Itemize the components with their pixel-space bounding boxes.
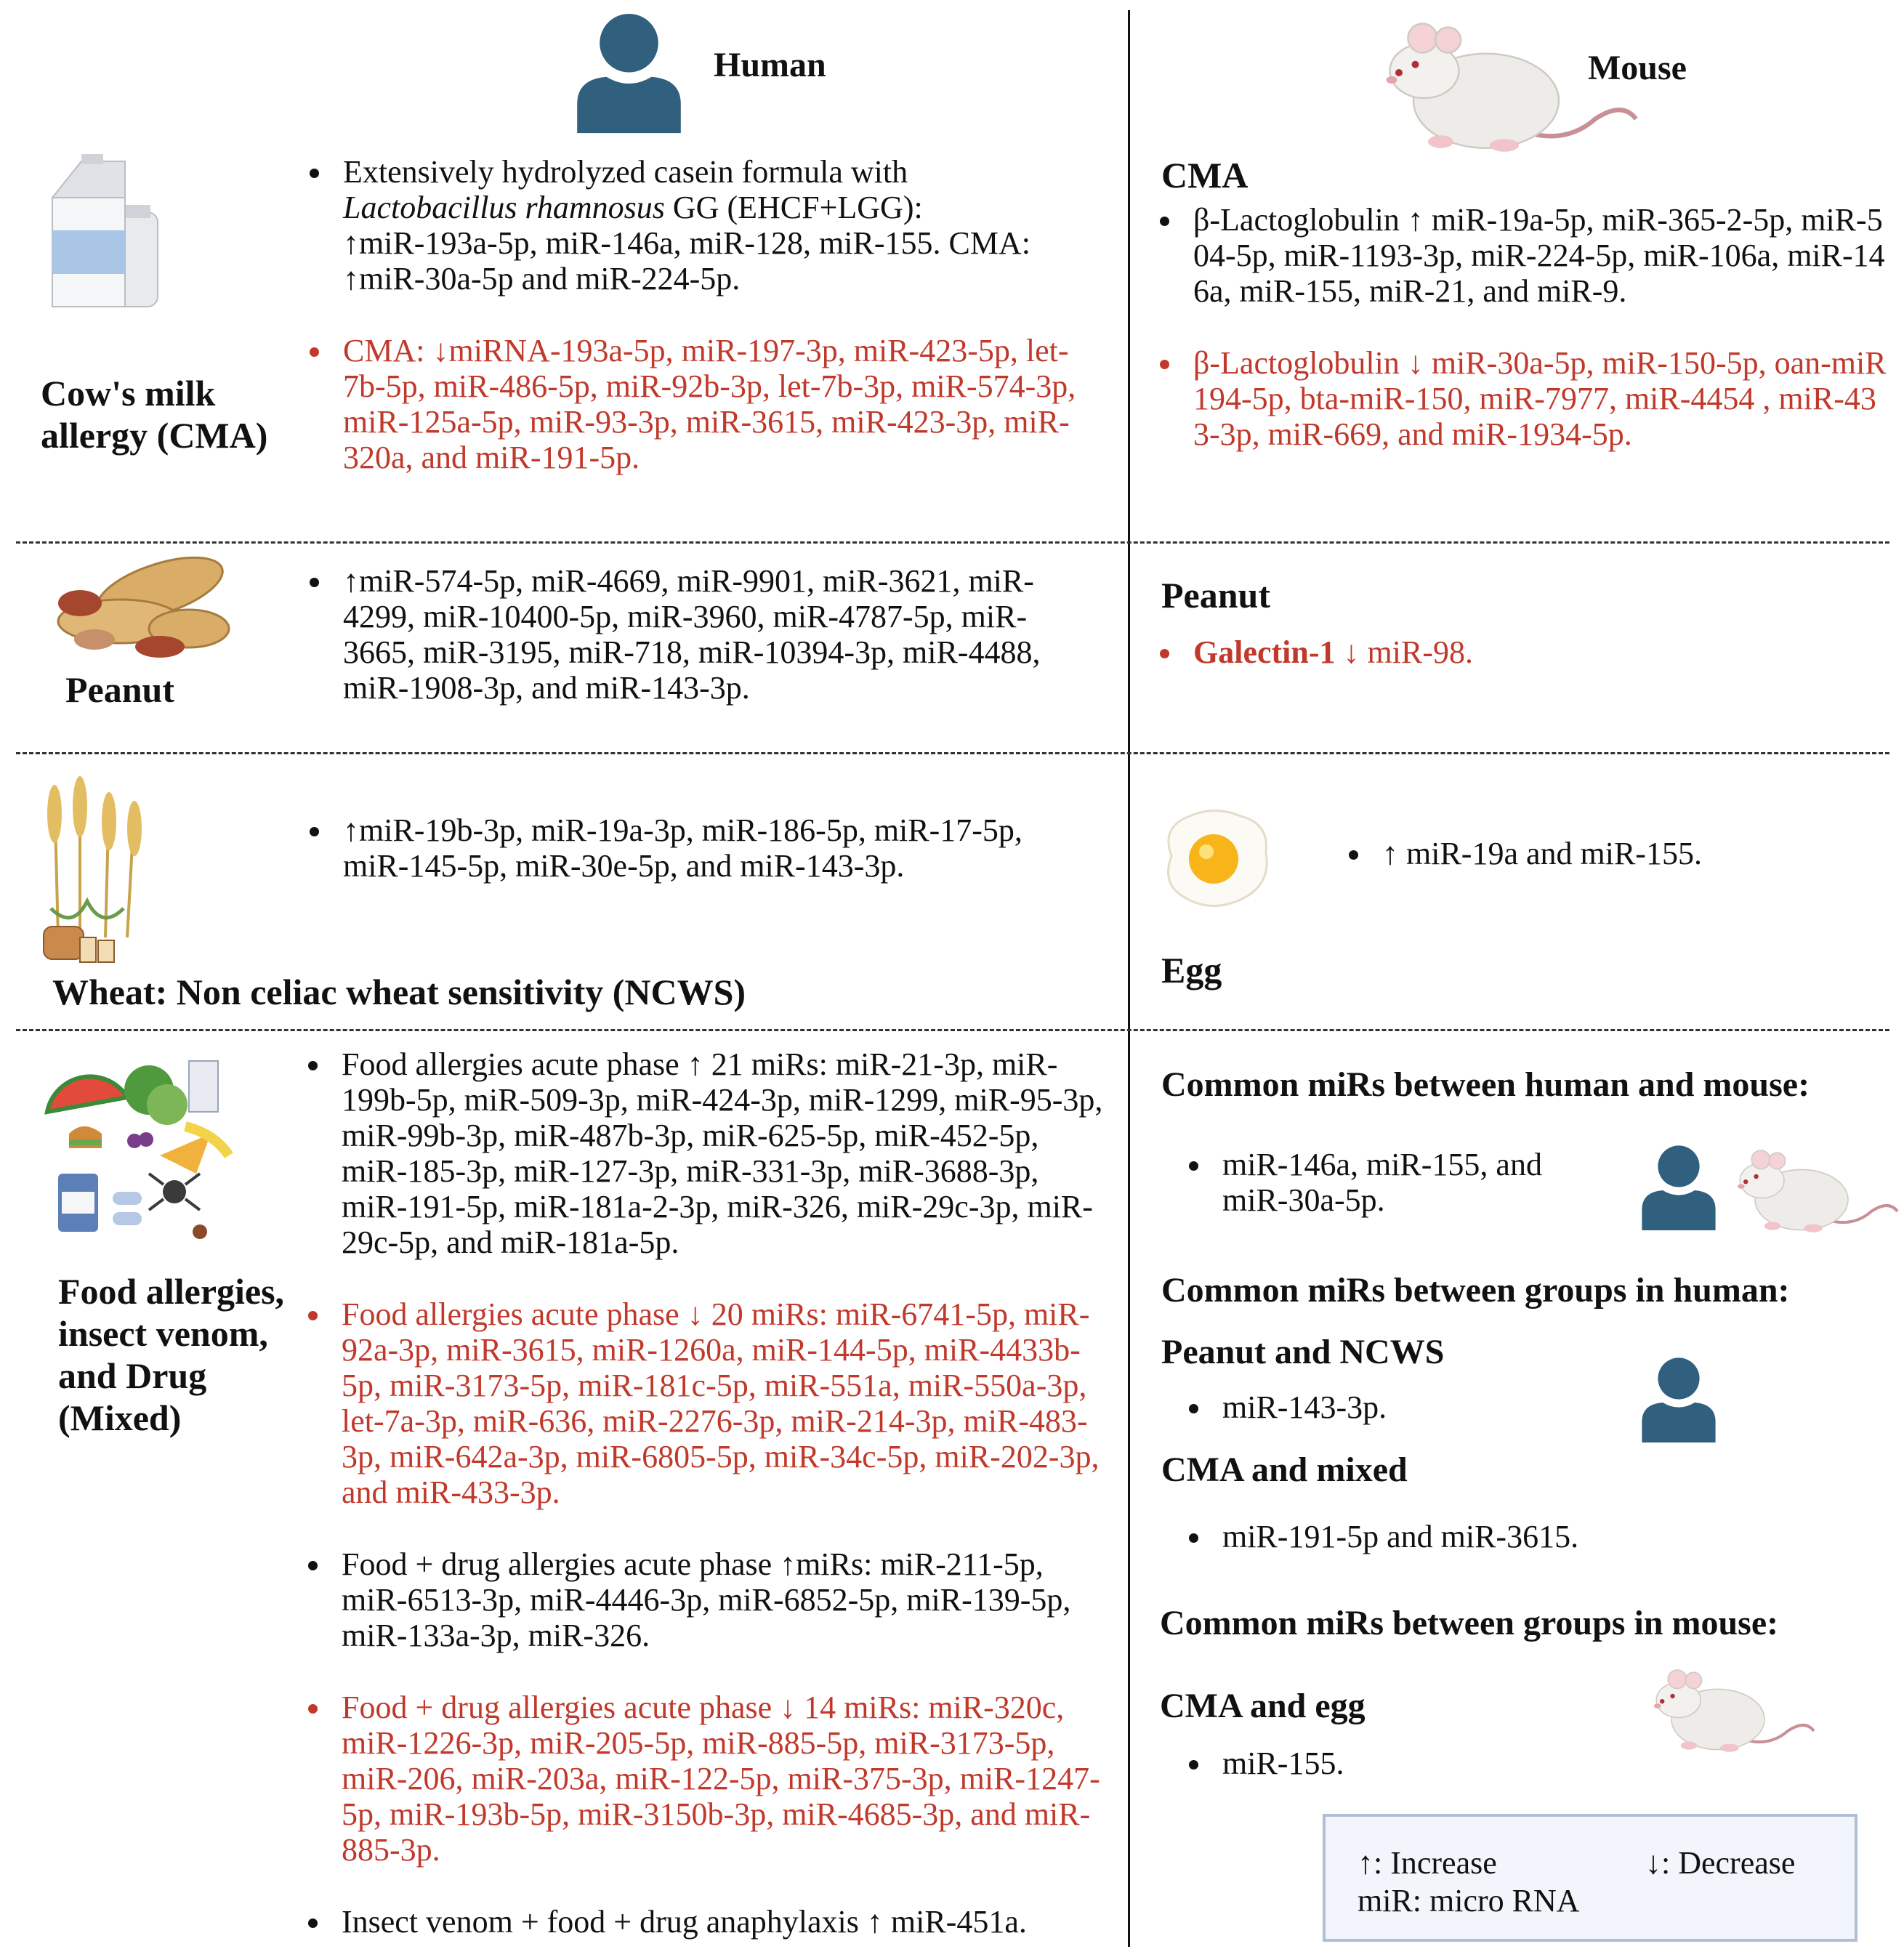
wheat-label: Wheat: Non celiac wheat sensitivity (NCWS) bbox=[52, 972, 746, 1012]
peanut-mouse-decrease: Galectin-1 ↓ miR-98. bbox=[1150, 634, 1876, 670]
egg-icon bbox=[1157, 805, 1273, 911]
common-human-mouse-list bbox=[1179, 1147, 1586, 1218]
peanut-label: Peanut bbox=[65, 669, 174, 710]
egg-mouse-list bbox=[1339, 836, 1876, 871]
cma-mixed-title: CMA and mixed bbox=[1161, 1450, 1408, 1489]
cma-egg-items: miR-155. bbox=[1179, 1746, 1542, 1781]
mouse-icon bbox=[1642, 1664, 1817, 1757]
common-groups-mouse-title: Common miRs between groups in mouse: bbox=[1160, 1604, 1779, 1642]
mixed-label: Food allergies, insect venom, and Drug (Mixed) bbox=[58, 1271, 285, 1438]
milk-carton-icon bbox=[45, 154, 161, 314]
mixed-venom-increase: Insect venom + food + drug anaphylaxis ↑ miR-451a. bbox=[298, 1904, 1112, 1940]
common-human-mouse-title: Common miRs between human and mouse: bbox=[1161, 1065, 1810, 1104]
cma-mouse-title: CMA bbox=[1161, 155, 1249, 195]
peanut-mouse-title: Peanut bbox=[1161, 575, 1270, 616]
cma-mouse-increase: β-Lactoglobulin ↑ miR-19a-5p, miR-365-2-5p, miR-504-5p, miR-1193-3p, miR-224-5p, miR-106a, miR-146a, miR-155, miR-21, and miR-9. bbox=[1150, 202, 1891, 309]
peanut-mouse-list bbox=[1150, 634, 1876, 670]
legend-box bbox=[1323, 1814, 1857, 1942]
person-icon bbox=[1639, 1353, 1719, 1444]
person-icon bbox=[1639, 1141, 1719, 1232]
legend-decrease: ↓: Decrease bbox=[1645, 1845, 1796, 1881]
row-divider-1 bbox=[16, 541, 1889, 544]
legend-increase: ↑: Increase bbox=[1358, 1845, 1497, 1881]
cma-human-increase: Extensively hydrolyzed casein formula with Lactobacillus rhamnosus GG (EHCF+LGG): ↑miR-193a-5p, miR-146a, miR-128, miR-155. CMA: ↑miR-30a-5p and miR-224-5p. bbox=[299, 154, 1106, 296]
egg-mouse-title: Egg bbox=[1161, 950, 1222, 990]
cma-mouse-list bbox=[1150, 202, 1891, 452]
mixed-food-drug-decrease: Food + drug allergies acute phase ↓ 14 miRs: miR-320c, miR-1226-3p, miR-205-5p, miR-885-5p, miR-3173-5p, miR-206, miR-203a, miR-122-5p, miR-375-3p, miR-1247-5p, miR-193b-5p, miR-3150b-3p, miR-4685-3p, and miR-885-3p. bbox=[298, 1690, 1112, 1868]
peanut-human-increase: ↑miR-574-5p, miR-4669, miR-9901, miR-3621, miR-4299, miR-10400-5p, miR-3960, miR-4787-5p, miR-3665, miR-3195, miR-718, miR-10394-3p, miR-4488, miR-1908-3p, and miR-143-3p. bbox=[299, 563, 1070, 706]
human-title: Human bbox=[714, 46, 826, 84]
cma-egg-list bbox=[1179, 1746, 1542, 1781]
cma-egg-title: CMA and egg bbox=[1160, 1687, 1366, 1725]
peanut-icon bbox=[51, 552, 240, 661]
mouse-icon bbox=[1726, 1145, 1900, 1238]
wheat-human-list bbox=[299, 812, 1041, 884]
wheat-human-increase: ↑miR-19b-3p, miR-19a-3p, miR-186-5p, miR-17-5p, miR-145-5p, miR-30e-5p, and miR-143-3p. bbox=[299, 812, 1041, 884]
common-groups-human-title: Common miRs between groups in human: bbox=[1161, 1271, 1790, 1310]
cma-human-list bbox=[299, 154, 1106, 475]
peanut-ncws-list bbox=[1179, 1389, 1542, 1425]
peanut-ncws-items: miR-143-3p. bbox=[1179, 1389, 1542, 1425]
peanut-ncws-title: Peanut and NCWS bbox=[1161, 1333, 1445, 1371]
wheat-icon bbox=[36, 763, 153, 967]
egg-mouse-increase: ↑ miR-19a and miR-155. bbox=[1339, 836, 1876, 871]
row-divider-3 bbox=[16, 1029, 1889, 1031]
cma-label: Cow's milk allergy (CMA) bbox=[41, 373, 268, 456]
peanut-human-list bbox=[299, 563, 1070, 706]
column-divider bbox=[1128, 10, 1130, 1947]
cma-mixed-list bbox=[1179, 1519, 1760, 1554]
legend-mir: miR: micro RNA bbox=[1358, 1883, 1580, 1918]
row-divider-2 bbox=[16, 752, 1889, 754]
cma-mixed-items: miR-191-5p and miR-3615. bbox=[1179, 1519, 1760, 1554]
cma-human-decrease: CMA: ↓miRNA-193a-5p, miR-197-3p, miR-423-5p, let-7b-5p, miR-486-5p, miR-92b-3p, let-7b-3p, miR-574-3p, miR-125a-5p, miR-93-3p, miR-3615, miR-423-3p, miR-320a, and miR-191-5p. bbox=[299, 333, 1106, 475]
mixed-food-increase: Food allergies acute phase ↑ 21 miRs: miR-21-3p, miR-199b-5p, miR-509-3p, miR-424-3p, miR-1299, miR-95-3p, miR-99b-3p, miR-487b-3p, miR-625-5p, miR-452-5p, miR-185-3p, miR-127-3p, miR-331-3p, miR-3688-3p, miR-191-5p, miR-181a-2-3p, miR-326, miR-29c-3p, miR-29c-5p, and miR-181a-5p. bbox=[298, 1046, 1112, 1260]
mixed-food-drug-increase: Food + drug allergies acute phase ↑miRs: miR-211-5p, miR-6513-3p, miR-4446-3p, miR-6852-5p, miR-139-5p, miR-133a-3p, miR-326. bbox=[298, 1546, 1112, 1653]
common-human-mouse-items: miR-146a, miR-155, and miR-30a-5p. bbox=[1179, 1147, 1586, 1218]
person-icon bbox=[573, 9, 685, 134]
mouse-title: Mouse bbox=[1588, 49, 1687, 87]
mixed-human-list bbox=[298, 1046, 1112, 1940]
mixed-food-decrease: Food allergies acute phase ↓ 20 miRs: miR-6741-5p, miR-92a-3p, miR-3615, miR-1260a, miR-144-5p, miR-4433b-5p, miR-3173-5p, miR-181c-5p, miR-551a, miR-550a-3p, let-7a-3p, miR-636, miR-2276-3p, miR-214-3p, miR-483-3p, miR-642a-3p, miR-6805-5p, miR-34c-5p, miR-202-3p, and miR-433-3p. bbox=[298, 1296, 1112, 1510]
cma-mouse-decrease: β-Lactoglobulin ↓ miR-30a-5p, miR-150-5p, oan-miR 194-5p, bta-miR-150, miR-7977, miR-4454 , miR-433-3p, miR-669, and miR-1934-5p. bbox=[1150, 345, 1891, 452]
mixed-allergens-icon bbox=[40, 1046, 236, 1257]
